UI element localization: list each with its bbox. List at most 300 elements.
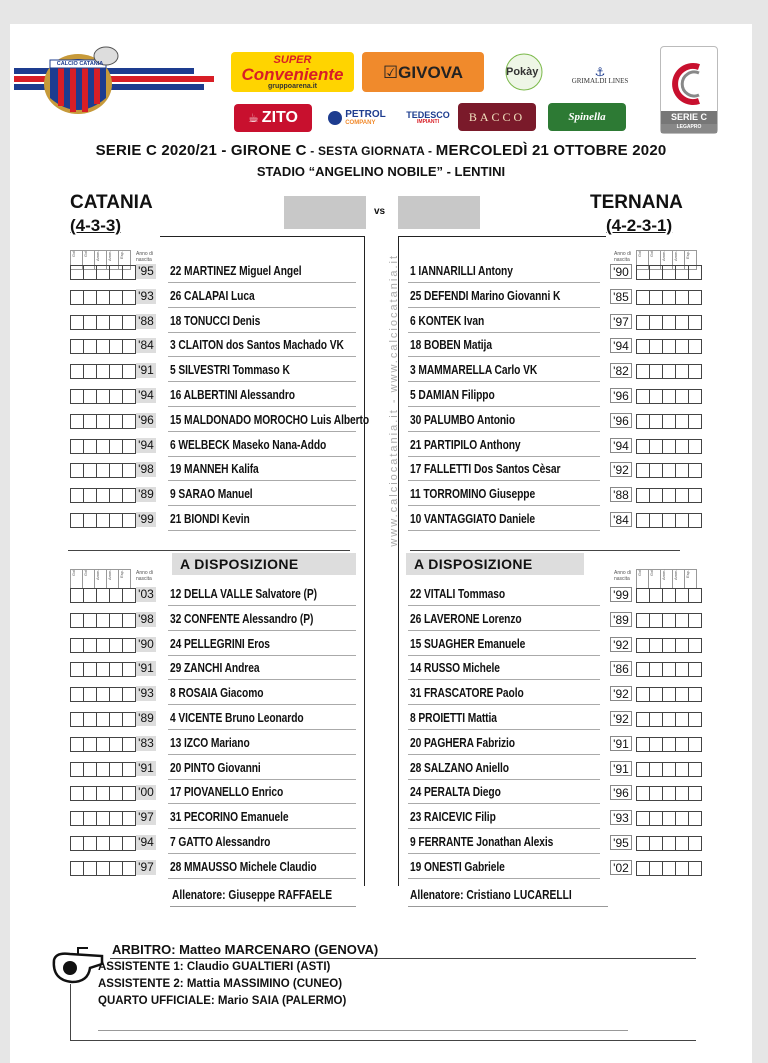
birth-year: '97 [136,810,156,825]
sponsor-pokay-text: Pokày [506,66,539,78]
player-name: 11 TORROMINO Giuseppe [410,487,536,502]
player-name: 20 PAGHERA Fabrizio [410,735,515,750]
stat-box[interactable] [675,786,689,801]
stat-box[interactable] [688,265,702,280]
stat-box[interactable] [662,439,676,454]
col-header: Esp. [684,569,697,589]
stat-boxes[interactable] [636,861,701,876]
birth-year: '96 [610,413,632,428]
stat-box[interactable] [675,638,689,653]
stat-box[interactable] [688,762,702,777]
birth-year: '91 [136,761,156,776]
player-row [10,261,752,285]
player-name: 19 ONESTI Gabriele [410,859,505,874]
player-name: 10 VANTAGGIATO Daniele [410,512,536,526]
stat-box[interactable] [688,712,702,727]
player-name: 16 ALBERTINI Alessandro [170,388,295,402]
stat-box[interactable] [636,836,650,851]
stat-box[interactable] [675,364,689,379]
stat-box[interactable] [662,315,676,330]
stat-box[interactable] [688,687,702,702]
col-header: Gol [70,250,83,270]
player-name: 31 PECORINO Emanuele [170,810,289,825]
stat-box[interactable] [662,687,676,702]
stat-boxes[interactable] [636,836,701,851]
birth-year: '82 [610,363,632,378]
birth-year: '91 [610,736,632,751]
stat-box[interactable] [649,638,663,653]
birth-year: '96 [610,785,632,800]
sponsor-super-line1: SUPER [273,53,312,66]
player-name: 15 SUAGHER Emanuele [410,636,526,651]
stat-box[interactable] [688,836,702,851]
stat-box[interactable] [688,638,702,653]
col-header: Amm. [672,569,685,589]
stat-boxes[interactable] [636,786,701,801]
stat-box[interactable] [688,339,702,354]
player-name: 18 TONUCCI Denis [170,313,261,328]
stat-box[interactable] [649,513,663,528]
birth-year: '94 [610,338,632,353]
player-row [10,286,752,310]
stat-box[interactable] [662,712,676,727]
player-name: 29 ZANCHI Andrea [170,661,260,676]
birth-year: '86 [610,661,632,676]
player-name: 28 MMAUSSO Michele Claudio [170,859,317,874]
player-row [10,484,752,508]
stat-box[interactable] [636,861,650,876]
birth-year: '97 [610,314,632,329]
stat-box[interactable] [688,786,702,801]
player-name: 9 FERRANTE Jonathan Alexis [410,835,554,849]
stat-box[interactable] [675,588,689,603]
stat-box[interactable] [636,414,650,429]
sponsor-grimaldi-text: GRIMALDI LINES [571,76,629,85]
away-team-name: TERNANA [590,192,683,213]
stat-box[interactable] [688,439,702,454]
stat-box[interactable] [649,613,663,628]
watermark: www.calciocatania.it - www.calciocatania.it [388,254,400,547]
stat-box[interactable] [649,339,663,354]
stat-box[interactable] [649,488,663,503]
stat-box[interactable] [636,786,650,801]
stat-box[interactable] [688,861,702,876]
col-header: Amm. [94,250,107,270]
stat-box[interactable] [636,662,650,677]
player-row [10,807,752,831]
stat-box[interactable] [688,737,702,752]
birth-year: '91 [610,761,632,776]
officials-sign-line [98,1030,628,1031]
stat-box[interactable] [675,315,689,330]
birth-year: '92 [610,637,632,652]
stat-box[interactable] [688,613,702,628]
birth-year: '03 [136,587,156,602]
row-line [408,630,600,631]
stat-box[interactable] [636,638,650,653]
assistant-2: ASSISTENTE 2: Mattia MASSIMINO (CUNEO) [98,978,343,990]
stat-box[interactable] [636,315,650,330]
away-subs-year-header: Anno di nascita [614,570,631,582]
player-row [10,857,752,881]
away-score-box [398,196,480,229]
stat-box[interactable] [649,662,663,677]
stat-box[interactable] [649,811,663,826]
col-header: Gol [636,250,649,270]
player-name: 20 PINTO Giovanni [170,760,261,775]
away-subs-top-line [410,550,680,551]
stat-box[interactable] [649,836,663,851]
birth-year: '89 [136,711,156,726]
player-row [10,584,752,608]
player-name: 8 ROSAIA Giacomo [170,686,264,701]
stat-box[interactable] [636,339,650,354]
stat-box[interactable] [636,712,650,727]
row-line [408,505,600,506]
stat-box[interactable] [688,811,702,826]
player-row [10,683,752,707]
stat-boxes[interactable] [636,463,701,478]
col-header: Esp. [118,569,131,589]
birth-year: '84 [610,512,632,527]
birth-year: '91 [136,363,156,378]
sponsor-zito-text: ZITO [261,109,298,126]
birth-year: '94 [136,388,156,403]
stat-box[interactable] [662,638,676,653]
stat-box[interactable] [662,290,676,305]
stat-box[interactable] [649,364,663,379]
player-name: 6 KONTEK Ivan [410,313,485,328]
stat-box[interactable] [675,389,689,404]
col-header: Esp. [684,250,697,270]
stat-box[interactable] [675,290,689,305]
player-name: 25 DEFENDI Marino Giovanni K [410,288,561,303]
away-formation: (4-2-3-1) [606,216,673,235]
player-name: 18 BOBEN Matija [410,338,492,353]
player-name: 14 RUSSO Michele [410,661,500,676]
player-name: 8 PROIETTI Mattia [410,711,497,725]
stat-box[interactable] [649,712,663,727]
stat-box[interactable] [675,861,689,876]
stat-box[interactable] [649,463,663,478]
stat-box[interactable] [649,687,663,702]
stat-box[interactable] [662,811,676,826]
row-line [408,456,600,457]
player-row [10,832,752,856]
birth-year: '00 [136,785,156,800]
row-line [408,754,600,755]
stat-box[interactable] [675,439,689,454]
col-header: Gol [82,569,95,589]
stat-boxes[interactable] [636,613,701,628]
stat-boxes[interactable] [636,265,701,280]
stat-box[interactable] [662,737,676,752]
fourth-official: QUARTO UFFICIALE: Mario SAIA (PALERMO) [98,995,347,1007]
birth-year: '93 [610,810,632,825]
stat-box[interactable] [649,737,663,752]
stat-boxes[interactable] [636,811,701,826]
stat-box[interactable] [636,762,650,777]
row-line [408,431,600,432]
stat-boxes[interactable] [636,290,701,305]
col-header: Amm. [672,250,685,270]
stat-box[interactable] [636,811,650,826]
sponsor-super-line2: Conveniente [241,64,344,84]
player-row [10,509,752,533]
stat-boxes[interactable] [636,737,701,752]
stat-box[interactable] [688,488,702,503]
stat-box[interactable] [688,463,702,478]
officials-bottom-line [70,1040,696,1041]
stat-box[interactable] [636,737,650,752]
home-top-line [160,236,364,237]
stat-box[interactable] [636,613,650,628]
away-coach: Allenatore: Cristiano LUCARELLI [410,888,572,902]
stat-boxes[interactable] [636,364,701,379]
referee-line [110,958,696,959]
stat-box[interactable] [662,265,676,280]
player-row [10,733,752,757]
row-line [408,282,600,283]
player-name: 5 SILVESTRI Tommaso K [170,363,290,378]
home-formation: (4-3-3) [70,216,122,235]
player-row [10,410,752,434]
home-starters-year-header: Anno di nascita [136,251,153,263]
stat-box[interactable] [688,389,702,404]
home-score-box [284,196,366,229]
stat-boxes[interactable] [636,687,701,702]
stat-boxes[interactable] [636,414,701,429]
player-name: 26 LAVERONE Lorenzo [410,611,522,626]
stat-box[interactable] [675,463,689,478]
sponsor-tedesco-line2: IMPIANTI [417,119,439,125]
away-top-line [398,236,606,237]
stat-box[interactable] [649,762,663,777]
row-line [408,332,600,333]
league-logo-line1: SERIE C [661,111,717,124]
stat-box[interactable] [662,588,676,603]
stat-box[interactable] [636,389,650,404]
col-header: Esp. [118,250,131,270]
stat-box[interactable] [649,786,663,801]
row-line [408,605,600,606]
stat-box[interactable] [675,513,689,528]
birth-year: '96 [610,388,632,403]
stat-box[interactable] [688,513,702,528]
stat-box[interactable] [649,861,663,876]
player-name: 22 VITALI Tommaso [410,587,506,601]
row-line [408,655,600,656]
birth-year: '89 [610,612,632,627]
referee: ARBITRO: Matteo MARCENARO (GENOVA) [112,942,379,957]
sponsor-super-conveniente [231,52,354,92]
birth-year: '83 [136,736,156,751]
player-name: 24 PELLEGRINI Eros [170,636,270,651]
away-starters-year-header: Anno di nascita [614,251,631,263]
player-name: 15 MALDONADO MOROCHO Luis Alberto [170,412,370,427]
player-row [10,658,752,682]
stat-box[interactable] [675,339,689,354]
player-name: 5 DAMIAN Filippo [410,388,495,402]
col-header: Gol [70,569,83,589]
player-name: 30 PALUMBO Antonio [410,412,516,427]
sponsor-tedesco-line1: TEDESCO [406,110,450,120]
player-name: 12 DELLA VALLE Salvatore (P) [170,587,317,601]
stat-boxes[interactable] [636,339,701,354]
col-header: Amm. [106,569,119,589]
stat-box[interactable] [688,315,702,330]
stat-boxes[interactable] [636,712,701,727]
player-row [10,459,752,483]
birth-year: '93 [136,686,156,701]
player-name: 24 PERALTA Diego [410,785,501,800]
birth-year: '98 [136,612,156,627]
player-row [10,609,752,633]
stat-box[interactable] [675,265,689,280]
row-line [408,356,600,357]
stat-box[interactable] [649,315,663,330]
stat-boxes[interactable] [636,488,701,503]
stat-box[interactable] [662,613,676,628]
league-logo-line2: LEGAPRO [661,124,717,133]
col-header: Gol [82,250,95,270]
stat-box[interactable] [675,488,689,503]
stat-boxes[interactable] [636,513,701,528]
player-name: 4 VICENTE Bruno Leonardo [170,711,304,725]
stat-box[interactable] [636,488,650,503]
player-name: 17 PIOVANELLO Enrico [170,785,284,800]
sponsor-petrol-line1: PETROL [345,109,386,120]
home-coach-line [170,906,356,907]
stat-box[interactable] [662,861,676,876]
home-subs-top-line [68,550,350,551]
player-row [10,385,752,409]
player-name: 23 RAICEVIC Filip [410,810,496,825]
stat-box[interactable] [636,364,650,379]
stat-box[interactable] [688,588,702,603]
stat-box[interactable] [688,662,702,677]
stat-box[interactable] [662,389,676,404]
stat-box[interactable] [649,439,663,454]
player-name: 32 CONFENTE Alessandro (P) [170,611,314,626]
round-label: - SESTA GIORNATA - [306,144,436,158]
stat-box[interactable] [649,389,663,404]
stat-box[interactable] [675,613,689,628]
player-name: 3 CLAITON dos Santos Machado VK [170,338,344,353]
player-name: 28 SALZANO Aniello [410,760,509,775]
player-row [10,360,752,384]
stat-box[interactable] [636,463,650,478]
birth-year: '90 [610,264,632,279]
stat-boxes[interactable] [636,389,701,404]
stat-box[interactable] [675,737,689,752]
stat-box[interactable] [675,836,689,851]
away-coach-line [408,906,608,907]
col-header: Amm. [660,250,673,270]
stat-box[interactable] [662,364,676,379]
stat-box[interactable] [675,811,689,826]
stat-box[interactable] [662,762,676,777]
birth-year: '88 [610,487,632,502]
stat-box[interactable] [688,414,702,429]
stat-box[interactable] [675,662,689,677]
player-name: 31 FRASCATORE Paolo [410,686,524,701]
stat-box[interactable] [636,588,650,603]
row-line [408,406,600,407]
birth-year: '98 [136,462,156,477]
col-header: Gol [648,569,661,589]
player-row [10,435,752,459]
row-line [408,530,600,531]
row-line [408,704,600,705]
stat-box[interactable] [688,290,702,305]
row-line [408,779,600,780]
stat-boxes[interactable] [636,638,701,653]
stat-box[interactable] [636,290,650,305]
stat-box[interactable] [675,762,689,777]
row-line [408,381,600,382]
stat-box[interactable] [649,265,663,280]
stat-box[interactable] [636,687,650,702]
birth-year: '88 [136,314,156,329]
stat-boxes[interactable] [636,762,701,777]
stat-box[interactable] [662,786,676,801]
stat-boxes[interactable] [636,315,701,330]
stat-box[interactable] [662,513,676,528]
stat-box[interactable] [649,414,663,429]
player-name: 9 SARAO Manuel [170,487,253,502]
match-title [10,142,752,159]
stat-box[interactable] [662,488,676,503]
player-row [10,335,752,359]
petrol-icon [328,111,342,125]
stat-box[interactable] [649,588,663,603]
player-name: 13 IZCO Mariano [170,735,250,750]
stat-box[interactable] [675,414,689,429]
stat-boxes[interactable] [636,439,701,454]
player-row [10,758,752,782]
sponsor-givova: ☑GIVOVA [362,52,484,92]
birth-year: '92 [610,686,632,701]
competition-label: SERIE C 2020/21 - GIRONE C [95,142,307,159]
home-team-name: CATANIA [70,192,153,213]
stat-box[interactable] [662,339,676,354]
stat-box[interactable] [675,712,689,727]
stat-boxes[interactable] [636,588,701,603]
match-date: MERCOLEDÌ 21 OTTOBRE 2020 [435,142,667,159]
stat-box[interactable] [675,687,689,702]
stat-box[interactable] [662,836,676,851]
col-header: Gol [636,569,649,589]
row-line [408,480,600,481]
stat-box[interactable] [636,265,650,280]
sponsor-bacco: BACCO [458,103,536,131]
stat-box[interactable] [649,290,663,305]
stat-box[interactable] [662,414,676,429]
away-subs-header: A DISPOSIZIONE [406,553,584,575]
birth-year: '84 [136,338,156,353]
stat-box[interactable] [636,513,650,528]
stat-box[interactable] [688,364,702,379]
stat-box[interactable] [636,439,650,454]
home-subs-year-header: Anno di nascita [136,570,153,582]
stat-boxes[interactable] [636,662,701,677]
stat-box[interactable] [662,463,676,478]
club-logo-text: CALCIO CATANIA [56,61,104,67]
col-header: Amm. [660,569,673,589]
stat-box[interactable] [662,662,676,677]
row-line [408,853,600,854]
